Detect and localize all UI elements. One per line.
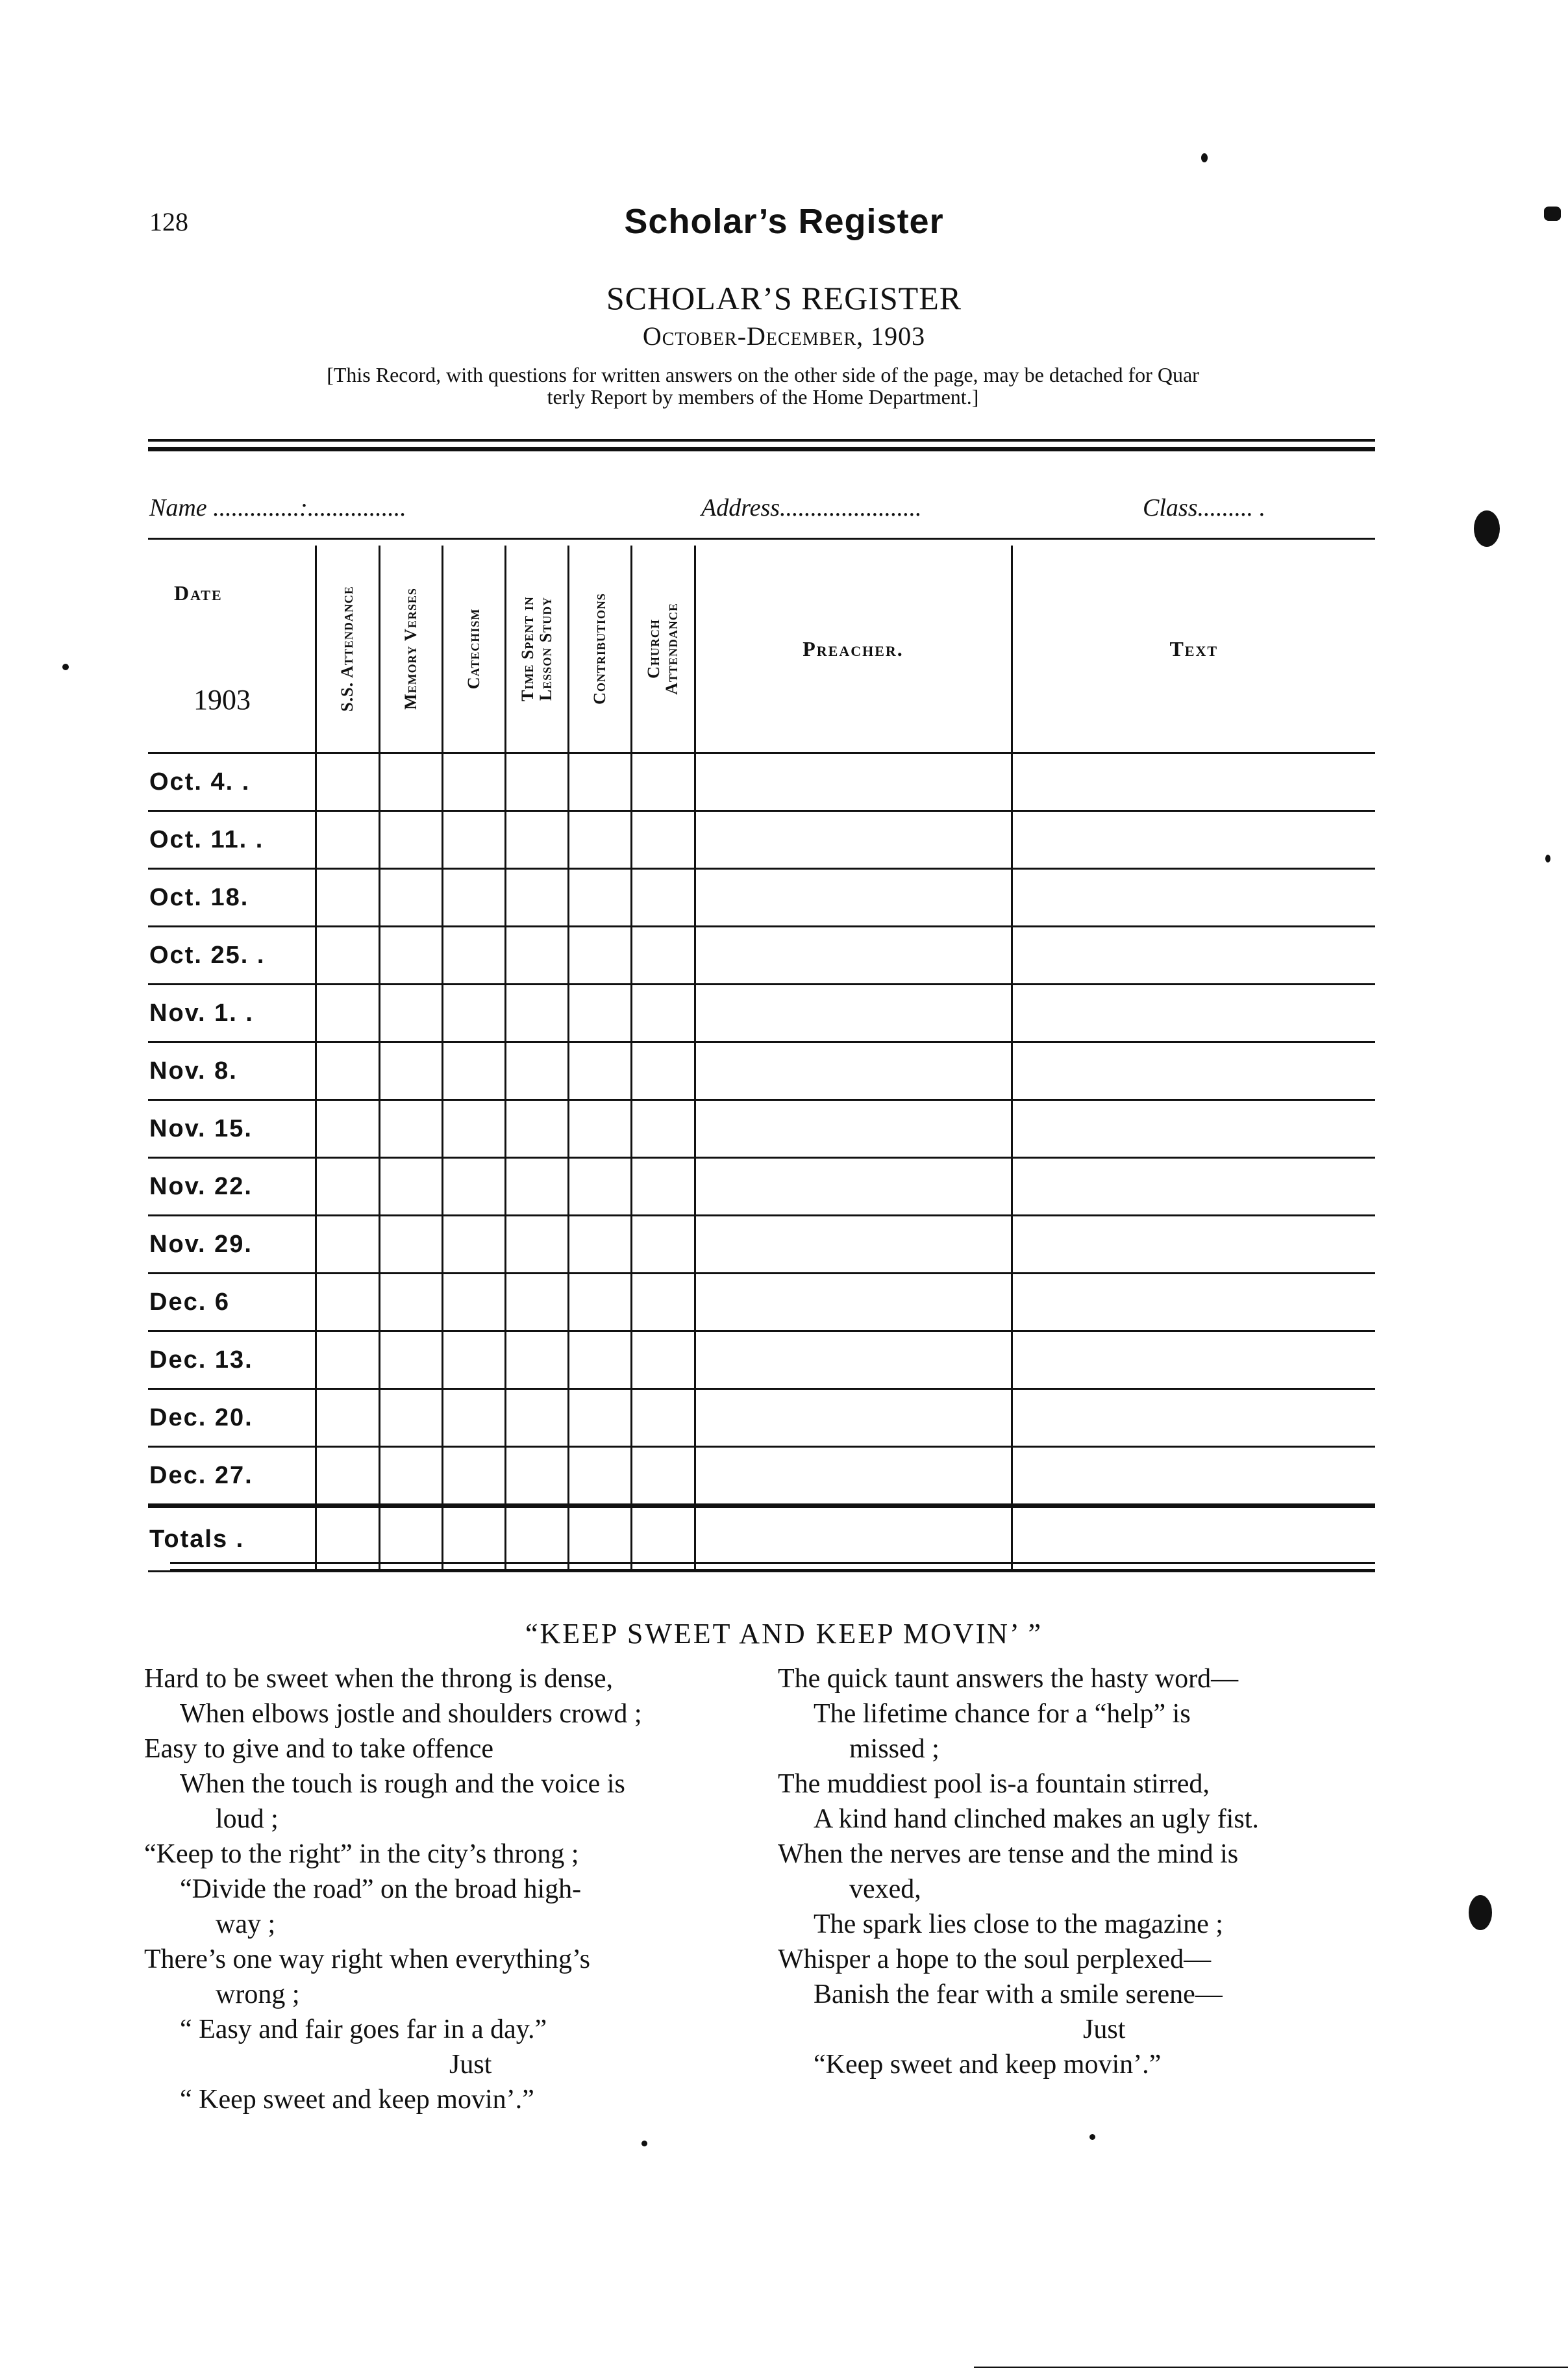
- entry-cell[interactable]: [505, 1447, 568, 1506]
- entry-cell[interactable]: [631, 927, 695, 985]
- poem-line: Whisper a hope to the soul perplexed—: [778, 1944, 1212, 1974]
- poem-line: “Keep to the right” in the city’s throng ;: [144, 1839, 579, 1869]
- entry-cell[interactable]: [505, 869, 568, 927]
- column-header-label: Contributions: [590, 593, 609, 705]
- column-header-6: [631, 546, 695, 753]
- entry-cell[interactable]: [631, 811, 695, 869]
- entry-cell[interactable]: [568, 985, 631, 1042]
- register-subtitle: October-December, 1903: [642, 321, 926, 351]
- entry-cell[interactable]: [631, 1158, 695, 1216]
- poem-line: When the nerves are tense and the mind is: [778, 1839, 1239, 1869]
- entry-cell[interactable]: [568, 1216, 631, 1274]
- entry-cell[interactable]: [568, 1042, 631, 1100]
- poem-line: loud ;: [216, 1804, 279, 1834]
- entry-cell[interactable]: [316, 1042, 379, 1100]
- entry-cell[interactable]: [631, 1274, 695, 1331]
- entry-cell[interactable]: [316, 1158, 379, 1216]
- entry-cell[interactable]: [505, 753, 568, 811]
- entry-cell[interactable]: [568, 1100, 631, 1158]
- entry-cell[interactable]: [442, 1158, 505, 1216]
- table-row: [148, 1331, 1375, 1389]
- register-title: SCHOLAR’S REGISTER: [606, 280, 962, 316]
- poem-line: There’s one way right when everything’s: [144, 1944, 590, 1974]
- row-date: Nov. 8.: [148, 1042, 316, 1100]
- scan-edge-line: [974, 2367, 1568, 2368]
- entry-cell[interactable]: [505, 1389, 568, 1447]
- entry-cell[interactable]: [379, 753, 442, 811]
- entry-cell[interactable]: [316, 1447, 379, 1506]
- poem-line: Just: [449, 2050, 492, 2080]
- year-label: 1903: [193, 684, 251, 716]
- entry-cell[interactable]: [379, 1389, 442, 1447]
- table-row: [148, 927, 1375, 985]
- entry-cell[interactable]: [631, 1331, 695, 1389]
- table-body: [148, 753, 1375, 1572]
- entry-cell[interactable]: [442, 1447, 505, 1506]
- entry-cell[interactable]: [631, 1100, 695, 1158]
- entry-cell[interactable]: [1012, 927, 1375, 985]
- column-header-3: [442, 546, 505, 753]
- entry-cell[interactable]: [442, 1100, 505, 1158]
- entry-cell[interactable]: [695, 753, 1012, 811]
- table-row: [148, 1100, 1375, 1158]
- entry-cell[interactable]: [505, 811, 568, 869]
- entry-cell[interactable]: [442, 1216, 505, 1274]
- entry-cell[interactable]: [695, 1100, 1012, 1158]
- running-title: Scholar’s Register: [624, 202, 944, 241]
- preacher-column-header: Preacher.: [695, 546, 1012, 753]
- column-header-label: Time Spent in Lesson Study: [517, 596, 555, 701]
- entry-cell[interactable]: [379, 1331, 442, 1389]
- poem-line: The spark lies close to the magazine ;: [814, 1909, 1223, 1939]
- header-rule: [148, 538, 1375, 540]
- entry-cell[interactable]: [1012, 811, 1375, 869]
- poem-line: wrong ;: [216, 1979, 300, 2009]
- entry-cell[interactable]: [568, 753, 631, 811]
- entry-cell[interactable]: [379, 1042, 442, 1100]
- table-row: [148, 1158, 1375, 1216]
- binding-hole-mark: [1474, 510, 1500, 547]
- entry-cell[interactable]: [379, 1447, 442, 1506]
- entry-cell[interactable]: [1012, 1042, 1375, 1100]
- poem-line: When elbows jostle and shoulders crowd ;: [180, 1699, 642, 1729]
- entry-cell[interactable]: [442, 985, 505, 1042]
- entry-cell[interactable]: [379, 1100, 442, 1158]
- row-date: Nov. 29.: [148, 1216, 316, 1274]
- table-row: [148, 1447, 1375, 1506]
- entry-cell[interactable]: [379, 985, 442, 1042]
- table-row: [148, 811, 1375, 869]
- entry-cell[interactable]: [631, 1447, 695, 1506]
- bottom-rule-second: [170, 1569, 1375, 1571]
- entry-cell[interactable]: [316, 927, 379, 985]
- entry-cell[interactable]: [316, 1331, 379, 1389]
- register-table: [148, 546, 1375, 1572]
- table-row: [148, 985, 1375, 1042]
- entry-cell[interactable]: [695, 1274, 1012, 1331]
- column-header-4: [505, 546, 568, 753]
- entry-cell[interactable]: [631, 1389, 695, 1447]
- row-date: Dec. 20.: [148, 1389, 316, 1447]
- poem-line: The muddiest pool is-a fountain stirred,: [778, 1769, 1210, 1799]
- text-column-header: Text: [1012, 546, 1375, 753]
- entry-cell[interactable]: [379, 869, 442, 927]
- entry-cell[interactable]: [379, 811, 442, 869]
- column-header-label: Catechism: [464, 608, 483, 690]
- scan-mark: [1544, 207, 1561, 221]
- binding-hole-mark: [1469, 1895, 1492, 1930]
- entry-cell[interactable]: [505, 985, 568, 1042]
- entry-cell[interactable]: [316, 985, 379, 1042]
- entry-cell[interactable]: [379, 1216, 442, 1274]
- entry-cell[interactable]: [505, 1274, 568, 1331]
- entry-cell[interactable]: [442, 1274, 505, 1331]
- entry-cell[interactable]: [631, 985, 695, 1042]
- poem-line: Hard to be sweet when the throng is dense,: [144, 1664, 613, 1694]
- column-header-label: Memory Verses: [401, 588, 420, 710]
- entry-cell[interactable]: [316, 1216, 379, 1274]
- entry-cell[interactable]: [695, 1447, 1012, 1506]
- entry-cell[interactable]: [1012, 985, 1375, 1042]
- entry-cell[interactable]: [568, 1389, 631, 1447]
- entry-cell[interactable]: [316, 811, 379, 869]
- column-header-label: Church Attendance: [644, 603, 681, 695]
- poem-line: Banish the fear with a smile serene—: [814, 1979, 1223, 2009]
- entry-cell[interactable]: [631, 1042, 695, 1100]
- table-row: [148, 869, 1375, 927]
- poem-line: A kind hand clinched makes an ugly fist.: [814, 1804, 1259, 1834]
- poem-right-column: [778, 1661, 1375, 2082]
- address-field: Address.......................: [701, 494, 922, 521]
- poem-line: “Keep sweet and keep movin’.”: [814, 2050, 1162, 2080]
- poem-line: missed ;: [849, 1734, 940, 1764]
- entry-cell[interactable]: [568, 1158, 631, 1216]
- entry-cell[interactable]: [505, 1158, 568, 1216]
- scan-mark: [62, 664, 69, 670]
- poem-line: “ Keep sweet and keep movin’.”: [180, 2085, 534, 2115]
- register-note: [149, 364, 1376, 408]
- row-date: Nov. 1. .: [148, 985, 316, 1042]
- poem-line: The lifetime chance for a “help” is: [814, 1699, 1191, 1729]
- row-date: Dec. 13.: [148, 1331, 316, 1389]
- poem-line: The quick taunt answers the hasty word—: [778, 1664, 1239, 1694]
- entry-cell[interactable]: [316, 1389, 379, 1447]
- name-field: Name ..............:................: [149, 494, 406, 521]
- entry-cell[interactable]: [505, 1100, 568, 1158]
- entry-cell[interactable]: [1012, 753, 1375, 811]
- entry-cell[interactable]: [1012, 1331, 1375, 1389]
- entry-cell[interactable]: [316, 869, 379, 927]
- entry-cell[interactable]: [442, 753, 505, 811]
- entry-cell[interactable]: [695, 1389, 1012, 1447]
- entry-cell[interactable]: [568, 1447, 631, 1506]
- poem-left-column: [144, 1661, 767, 2117]
- entry-cell[interactable]: [442, 1042, 505, 1100]
- poem-line: way ;: [216, 1909, 276, 1939]
- entry-cell[interactable]: [316, 1100, 379, 1158]
- column-header-2: [379, 546, 442, 753]
- poem-title: “KEEP SWEET AND KEEP MOVIN’ ”: [525, 1618, 1043, 1650]
- entry-cell[interactable]: [505, 1042, 568, 1100]
- date-column-header: [148, 546, 316, 753]
- entry-cell[interactable]: [695, 1158, 1012, 1216]
- entry-cell[interactable]: [1012, 1216, 1375, 1274]
- row-date: Oct. 11. .: [148, 811, 316, 869]
- entry-cell[interactable]: [379, 1158, 442, 1216]
- poem-line: vexed,: [849, 1874, 921, 1904]
- scan-mark: [1545, 855, 1550, 862]
- class-field: Class......... .: [1143, 494, 1265, 521]
- entry-cell[interactable]: [695, 869, 1012, 927]
- column-header-5: [568, 546, 631, 753]
- row-date: Nov. 15.: [148, 1100, 316, 1158]
- entry-cell[interactable]: [631, 869, 695, 927]
- entry-cell[interactable]: [379, 927, 442, 985]
- row-date: Nov. 22.: [148, 1158, 316, 1216]
- column-header-1: [316, 546, 379, 753]
- table-header-row: [148, 546, 1375, 753]
- page-number: 128: [149, 207, 188, 236]
- entry-cell[interactable]: [695, 1331, 1012, 1389]
- row-date: Dec. 27.: [148, 1447, 316, 1506]
- entry-cell[interactable]: [316, 753, 379, 811]
- register-note-line-2: terly Report by members of the Home Department.]: [547, 385, 979, 408]
- entry-cell[interactable]: [505, 1216, 568, 1274]
- entry-cell[interactable]: [631, 1216, 695, 1274]
- column-header-label: S.S. Attendance: [338, 586, 356, 712]
- table-row: [148, 753, 1375, 811]
- scan-mark: [1201, 153, 1208, 162]
- top-rule: [148, 439, 1375, 442]
- entry-cell[interactable]: [568, 1274, 631, 1331]
- entry-cell[interactable]: [442, 811, 505, 869]
- poem-line: “Divide the road” on the broad high-: [180, 1874, 582, 1904]
- entry-cell[interactable]: [505, 927, 568, 985]
- entry-cell[interactable]: [695, 985, 1012, 1042]
- entry-cell[interactable]: [442, 1331, 505, 1389]
- entry-cell[interactable]: [695, 811, 1012, 869]
- table-row: [148, 1274, 1375, 1331]
- entry-cell[interactable]: [442, 927, 505, 985]
- entry-cell[interactable]: [1012, 1389, 1375, 1447]
- entry-cell[interactable]: [568, 869, 631, 927]
- entry-cell[interactable]: [1012, 1274, 1375, 1331]
- entry-cell[interactable]: [568, 1331, 631, 1389]
- row-date: Oct. 25. .: [148, 927, 316, 985]
- top-rule-thick: [148, 447, 1375, 451]
- entry-cell[interactable]: [695, 1216, 1012, 1274]
- scan-mark: [1089, 2134, 1095, 2140]
- date-label: Date: [174, 581, 223, 605]
- register-note-line-1: [This Record, with questions for written answers on the other side of the page, may be detached for Quar: [327, 363, 1199, 386]
- fill-in-line: [149, 494, 1376, 526]
- entry-cell[interactable]: [316, 1274, 379, 1331]
- entry-cell[interactable]: [442, 1389, 505, 1447]
- entry-cell[interactable]: [1012, 869, 1375, 927]
- scan-mark: [641, 2141, 647, 2146]
- poem-line: Easy to give and to take offence: [144, 1734, 494, 1764]
- entry-cell[interactable]: [695, 1042, 1012, 1100]
- poem-line: “ Easy and fair goes far in a day.”: [180, 2015, 547, 2044]
- entry-cell[interactable]: [1012, 1100, 1375, 1158]
- totals-label: Totals .: [148, 1506, 316, 1572]
- entry-cell[interactable]: [379, 1274, 442, 1331]
- row-date: Oct. 4. .: [148, 753, 316, 811]
- poem-line: Just: [1083, 2015, 1126, 2044]
- entry-cell[interactable]: [1012, 1158, 1375, 1216]
- entry-cell[interactable]: [695, 927, 1012, 985]
- entry-cell[interactable]: [568, 927, 631, 985]
- bottom-rule: [170, 1562, 1375, 1564]
- row-date: Dec. 6: [148, 1274, 316, 1331]
- entry-cell[interactable]: [442, 869, 505, 927]
- entry-cell[interactable]: [568, 811, 631, 869]
- entry-cell[interactable]: [1012, 1447, 1375, 1506]
- table-row: [148, 1042, 1375, 1100]
- poem-line: When the touch is rough and the voice is: [180, 1769, 625, 1799]
- row-date: Oct. 18.: [148, 869, 316, 927]
- table-row: [148, 1216, 1375, 1274]
- entry-cell[interactable]: [631, 753, 695, 811]
- entry-cell[interactable]: [505, 1331, 568, 1389]
- table-row: [148, 1389, 1375, 1447]
